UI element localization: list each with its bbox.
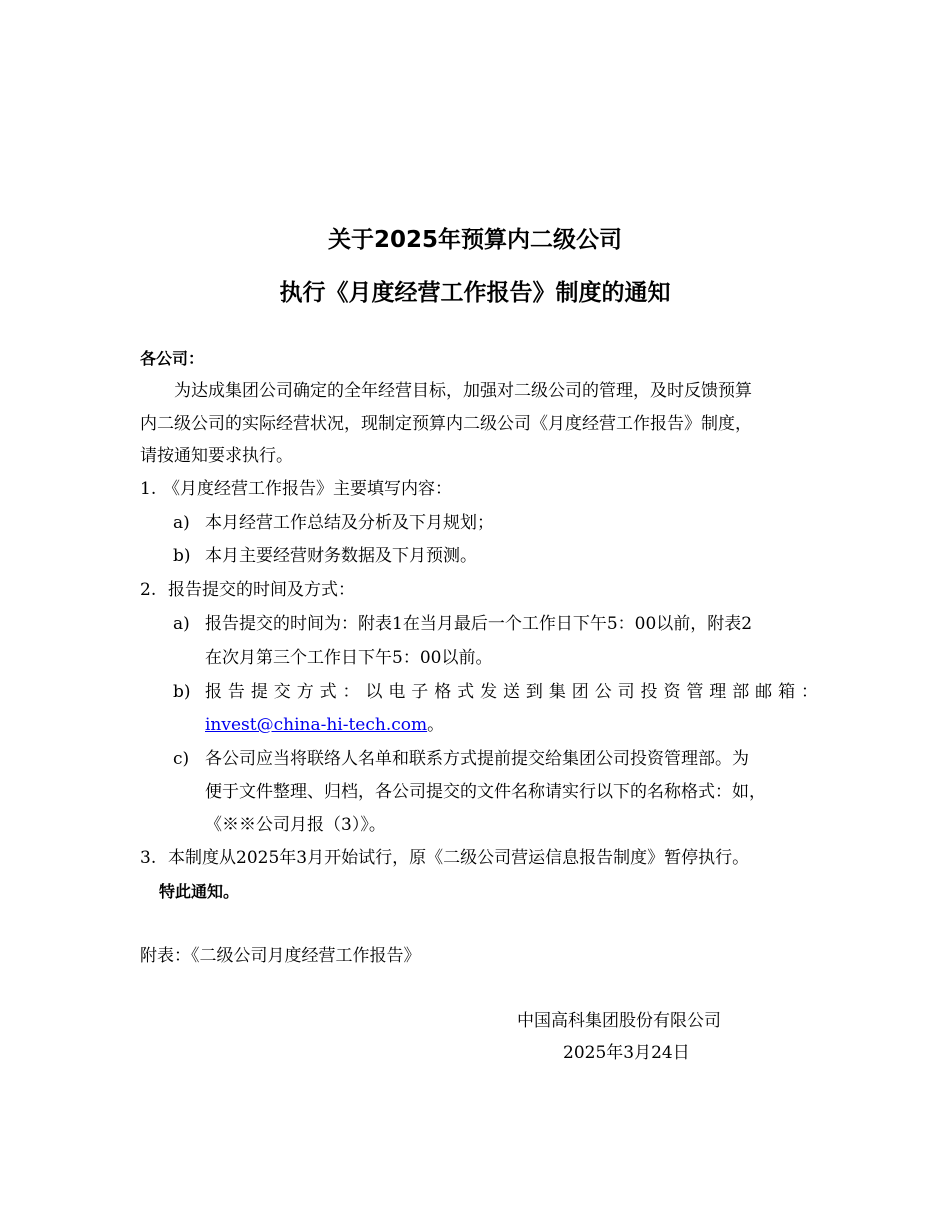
sublist-item-2a-line-1: 报告提交的时间为：附表1在当月最后一个工作日下午5：00以前，附表2 <box>205 614 753 634</box>
sublist-item-2b-line-2 <box>205 713 444 737</box>
sublist-item-2c-line-1: 各公司应当将联络人名单和联系方式提前提交给集团公司投资管理部。为 <box>205 749 749 769</box>
intro-line-3: 请按通知要求执行。 <box>140 446 293 466</box>
sublist-item-2c-line-2: 便于文件整理、归档，各公司提交的文件名称请实行以下的名称格式：如， <box>205 782 766 802</box>
email-suffix: 。 <box>427 715 445 735</box>
sublist-item-2a-line-2: 在次月第三个工作日下午5：00以前。 <box>205 648 493 668</box>
sublist-letter-1a: a) <box>173 513 190 533</box>
sublist-item-2c-line-3: 《※※公司月报（3）》。 <box>205 815 386 835</box>
list-item-1-text: 《月度经营工作报告》主要填写内容： <box>163 479 452 499</box>
closing-text: 特此通知。 <box>159 882 240 901</box>
sublist-letter-2c: c) <box>173 749 190 769</box>
salutation: 各公司： <box>140 349 205 368</box>
signature-company: 中国高科集团股份有限公司 <box>517 1011 721 1031</box>
list-item-3-text: 本制度从2025年3月开始试行，原《二级公司营运信息报告制度》暂停执行。 <box>168 848 750 868</box>
attachment-note: 附表：《二级公司月度经营工作报告》 <box>140 946 421 966</box>
document-title-line-1: 关于2025年预算内二级公司 <box>327 227 622 253</box>
sublist-item-1a-text: 本月经营工作总结及分析及下月规划； <box>205 513 494 533</box>
signature-date: 2025年3月24日 <box>563 1043 690 1063</box>
list-item-2-text: 报告提交的时间及方式： <box>168 580 355 600</box>
intro-line-2: 内二级公司的实际经营状况，现制定预算内二级公司《月度经营工作报告》制度， <box>140 414 752 434</box>
list-number-2: 2. <box>140 580 157 600</box>
sublist-item-1b-text: 本月主要经营财务数据及下月预测。 <box>205 546 477 566</box>
sublist-letter-2a: a) <box>173 614 190 634</box>
document-title-line-2: 执行《月度经营工作报告》制度的通知 <box>279 280 671 306</box>
list-number-3: 3. <box>140 848 157 868</box>
sublist-letter-1b: b) <box>173 546 191 566</box>
email-link[interactable]: invest@china-hi-tech.com <box>205 715 428 735</box>
sublist-item-2b-line-1: 报告提交方式：以电子格式发送到集团公司投资管理部邮箱： <box>205 682 818 702</box>
sublist-letter-2b: b) <box>173 682 191 702</box>
list-number-1: 1. <box>140 479 157 499</box>
intro-line-1: 为达成集团公司确定的全年经营目标，加强对二级公司的管理，及时反馈预算 <box>174 381 752 401</box>
